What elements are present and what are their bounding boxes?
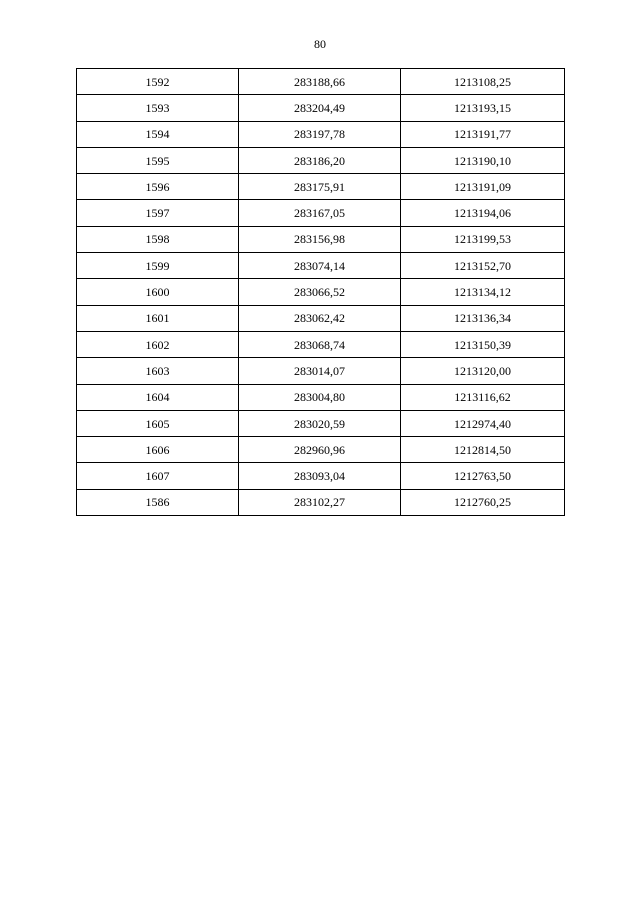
x-coordinate-cell: 283197,78 — [239, 121, 401, 147]
table-row — [77, 305, 565, 331]
point-number-cell: 1606 — [77, 437, 239, 463]
x-coordinate-cell: 283175,91 — [239, 174, 401, 200]
x-coordinate-cell: 283093,04 — [239, 463, 401, 489]
table-row — [77, 410, 565, 436]
x-coordinate-cell: 283014,07 — [239, 358, 401, 384]
point-number-cell: 1592 — [77, 69, 239, 95]
y-coordinate-cell: 1212763,50 — [401, 463, 565, 489]
table-row — [77, 437, 565, 463]
point-number-cell: 1598 — [77, 226, 239, 252]
point-number-cell: 1604 — [77, 384, 239, 410]
x-coordinate-cell: 283066,52 — [239, 279, 401, 305]
y-coordinate-cell: 1213150,39 — [401, 331, 565, 357]
y-coordinate-cell: 1213191,09 — [401, 174, 565, 200]
table-row — [77, 489, 565, 515]
point-number-cell: 1595 — [77, 147, 239, 173]
x-coordinate-cell: 283204,49 — [239, 95, 401, 121]
point-number-cell: 1607 — [77, 463, 239, 489]
table-row — [77, 384, 565, 410]
table-row — [77, 226, 565, 252]
point-number-cell: 1596 — [77, 174, 239, 200]
point-number-cell: 1599 — [77, 253, 239, 279]
y-coordinate-cell: 1212814,50 — [401, 437, 565, 463]
y-coordinate-cell: 1213108,25 — [401, 69, 565, 95]
table-row — [77, 121, 565, 147]
x-coordinate-cell: 283188,66 — [239, 69, 401, 95]
x-coordinate-cell: 283062,42 — [239, 305, 401, 331]
point-number-cell: 1586 — [77, 489, 239, 515]
y-coordinate-cell: 1213116,62 — [401, 384, 565, 410]
y-coordinate-cell: 1213191,77 — [401, 121, 565, 147]
x-coordinate-cell: 283020,59 — [239, 410, 401, 436]
y-coordinate-cell: 1212974,40 — [401, 410, 565, 436]
table-row — [77, 95, 565, 121]
point-number-cell: 1597 — [77, 200, 239, 226]
y-coordinate-cell: 1213136,34 — [401, 305, 565, 331]
point-number-cell: 1594 — [77, 121, 239, 147]
table-row — [77, 463, 565, 489]
table-row — [77, 279, 565, 305]
point-number-cell: 1593 — [77, 95, 239, 121]
x-coordinate-cell: 283156,98 — [239, 226, 401, 252]
y-coordinate-cell: 1213190,10 — [401, 147, 565, 173]
y-coordinate-cell: 1213194,06 — [401, 200, 565, 226]
point-number-cell: 1605 — [77, 410, 239, 436]
point-number-cell: 1603 — [77, 358, 239, 384]
y-coordinate-cell: 1213152,70 — [401, 253, 565, 279]
table-row — [77, 174, 565, 200]
x-coordinate-cell: 283074,14 — [239, 253, 401, 279]
y-coordinate-cell: 1213120,00 — [401, 358, 565, 384]
x-coordinate-cell: 283102,27 — [239, 489, 401, 515]
y-coordinate-cell: 1212760,25 — [401, 489, 565, 515]
y-coordinate-cell: 1213134,12 — [401, 279, 565, 305]
table-row — [77, 147, 565, 173]
point-number-cell: 1600 — [77, 279, 239, 305]
point-number-cell: 1602 — [77, 331, 239, 357]
point-number-cell: 1601 — [77, 305, 239, 331]
x-coordinate-cell: 283004,80 — [239, 384, 401, 410]
table-row — [77, 358, 565, 384]
y-coordinate-cell: 1213199,53 — [401, 226, 565, 252]
table-row — [77, 200, 565, 226]
x-coordinate-cell: 283068,74 — [239, 331, 401, 357]
y-coordinate-cell: 1213193,15 — [401, 95, 565, 121]
page-number: 80 — [314, 37, 326, 51]
x-coordinate-cell: 283186,20 — [239, 147, 401, 173]
x-coordinate-cell: 283167,05 — [239, 200, 401, 226]
x-coordinate-cell: 282960,96 — [239, 437, 401, 463]
table-row — [77, 331, 565, 357]
table-row — [77, 69, 565, 95]
coordinates-table — [76, 68, 565, 516]
table-row — [77, 253, 565, 279]
